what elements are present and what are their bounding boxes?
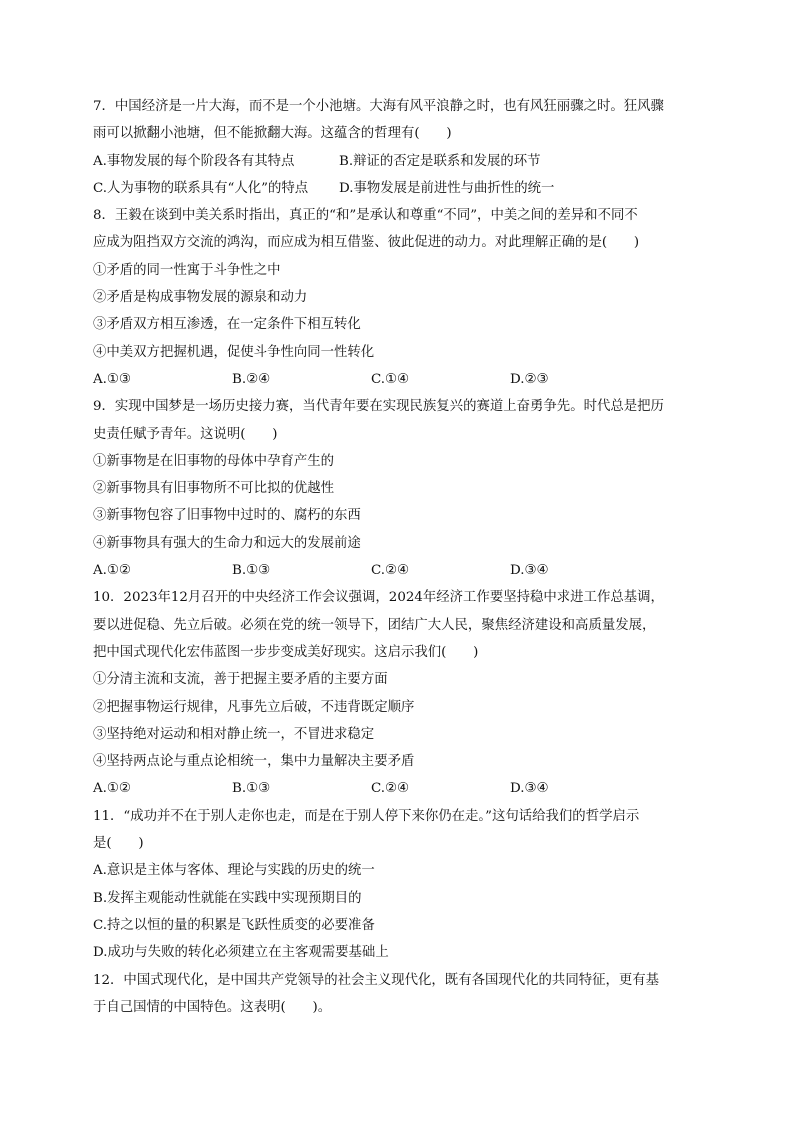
question-7	[93, 93, 703, 202]
statement-item: ②新事物具有旧事物所不可比拟的优越性	[93, 481, 335, 497]
choice-item: B.发挥主观能动性就能在实践中实现预期目的	[93, 890, 362, 906]
question-12	[93, 967, 703, 1022]
statement-item: ③矛盾双方相互渗透，在一定条件下相互转化	[93, 317, 361, 333]
choice-d: D.事物发展是前进性与曲折性的统一	[339, 180, 555, 196]
statement-item: ②把握事物运行规律，凡事先立后破，不违背既定顺序	[93, 699, 415, 715]
statement-item: ①新事物是在旧事物的母体中孕育产生的	[93, 453, 335, 469]
exam-page	[93, 93, 703, 1021]
statement-item: ①分清主流和支流，善于把握主要矛盾的主要方面	[93, 672, 388, 688]
question-stem-line: 史责任赋予青年。这说明( )	[93, 426, 278, 442]
statement-item: ②矛盾是构成事物发展的源泉和动力	[93, 290, 308, 306]
question-stem-line: 12．中国式现代化，是中国共产党领导的社会主义现代化，既有各国现代化的共同特征，更有基	[93, 972, 660, 988]
answer-a: A.①③	[93, 371, 131, 387]
question-stem-line: 11．“成功并不在于别人走你也走，而是在于别人停下来你仍在走。”这句话给我们的哲学启示	[93, 808, 640, 824]
question-stem-line: 于自己国情的中国特色。这表明( )。	[93, 999, 332, 1015]
answer-d: D.③④	[510, 563, 549, 579]
choice-a: A.事物发展的每个阶段各有其特点	[93, 153, 295, 169]
question-9	[93, 393, 703, 584]
answer-row	[93, 557, 703, 584]
question-10	[93, 584, 703, 802]
question-stem-line: 是( )	[93, 836, 144, 852]
answer-a: A.①②	[93, 563, 131, 579]
question-stem-line: 10．2023年12月召开的中央经济工作会议强调，2024年经济工作要坚持稳中求进工作总基调，	[93, 590, 664, 606]
choice-item: C.持之以恒的量的积累是飞跃性质变的必要准备	[93, 917, 375, 933]
question-stem-line: 8．王毅在谈到中美关系时指出，真正的“和”是承认和尊重“不同”，中美之间的差异和不同不	[93, 208, 638, 224]
answer-b: B.①③	[232, 781, 271, 797]
question-stem-line: 雨可以掀翻小池塘，但不能掀翻大海。这蕴含的哲理有( )	[93, 126, 452, 142]
statement-item: ④中美双方把握机遇，促使斗争性向同一性转化	[93, 344, 375, 360]
question-8	[93, 202, 703, 393]
choice-c: C.人为事物的联系具有“人化”的特点	[93, 180, 309, 196]
question-stem-line: 把中国式现代化宏伟蓝图一步步变成美好现实。这启示我们( )	[93, 644, 479, 660]
answer-row	[93, 366, 703, 393]
question-11	[93, 803, 703, 967]
answer-c: C.①④	[371, 371, 410, 387]
statement-item: ③坚持绝对运动和相对静止统一，不冒进求稳定	[93, 726, 375, 742]
answer-a: A.①②	[93, 781, 131, 797]
question-stem-line: 9．实现中国梦是一场历史接力赛，当代青年要在实现民族复兴的赛道上奋勇争先。时代总是把历	[93, 399, 664, 415]
answer-row	[93, 775, 703, 802]
question-stem-line: 要以进促稳、先立后破。必须在党的统一领导下，团结广大人民，聚焦经济建设和高质量发展，	[93, 617, 656, 633]
statement-item: ③新事物包容了旧事物中过时的、腐朽的东西	[93, 508, 361, 524]
question-stem-line: 7．中国经济是一片大海，而不是一个小池塘。大海有风平浪静之时，也有风狂丽骤之时。狂风骤	[93, 99, 664, 114]
answer-c: C.②④	[371, 781, 410, 797]
statement-item: ①矛盾的同一性寓于斗争性之中	[93, 262, 281, 278]
statement-item: ④新事物具有强大的生命力和远大的发展前途	[93, 535, 361, 551]
answer-d: D.②③	[510, 371, 549, 387]
answer-c: C.②④	[371, 563, 410, 579]
statement-item: ④坚持两点论与重点论相统一，集中力量解决主要矛盾	[93, 754, 415, 770]
choice-row	[93, 175, 703, 202]
choice-item: D.成功与失败的转化必须建立在主客观需要基础上	[93, 945, 389, 961]
answer-d: D.③④	[510, 781, 549, 797]
choice-row	[93, 148, 703, 175]
question-stem-line: 应成为阻挡双方交流的鸿沟，而应成为相互借鉴、彼此促进的动力。对此理解正确的是( )	[93, 235, 640, 251]
choice-item: A.意识是主体与客体、理论与实践的历史的统一	[93, 863, 375, 879]
choice-b: B.辩证的否定是联系和发展的环节	[339, 153, 541, 169]
answer-b: B.②④	[232, 371, 271, 387]
answer-b: B.①③	[232, 563, 271, 579]
